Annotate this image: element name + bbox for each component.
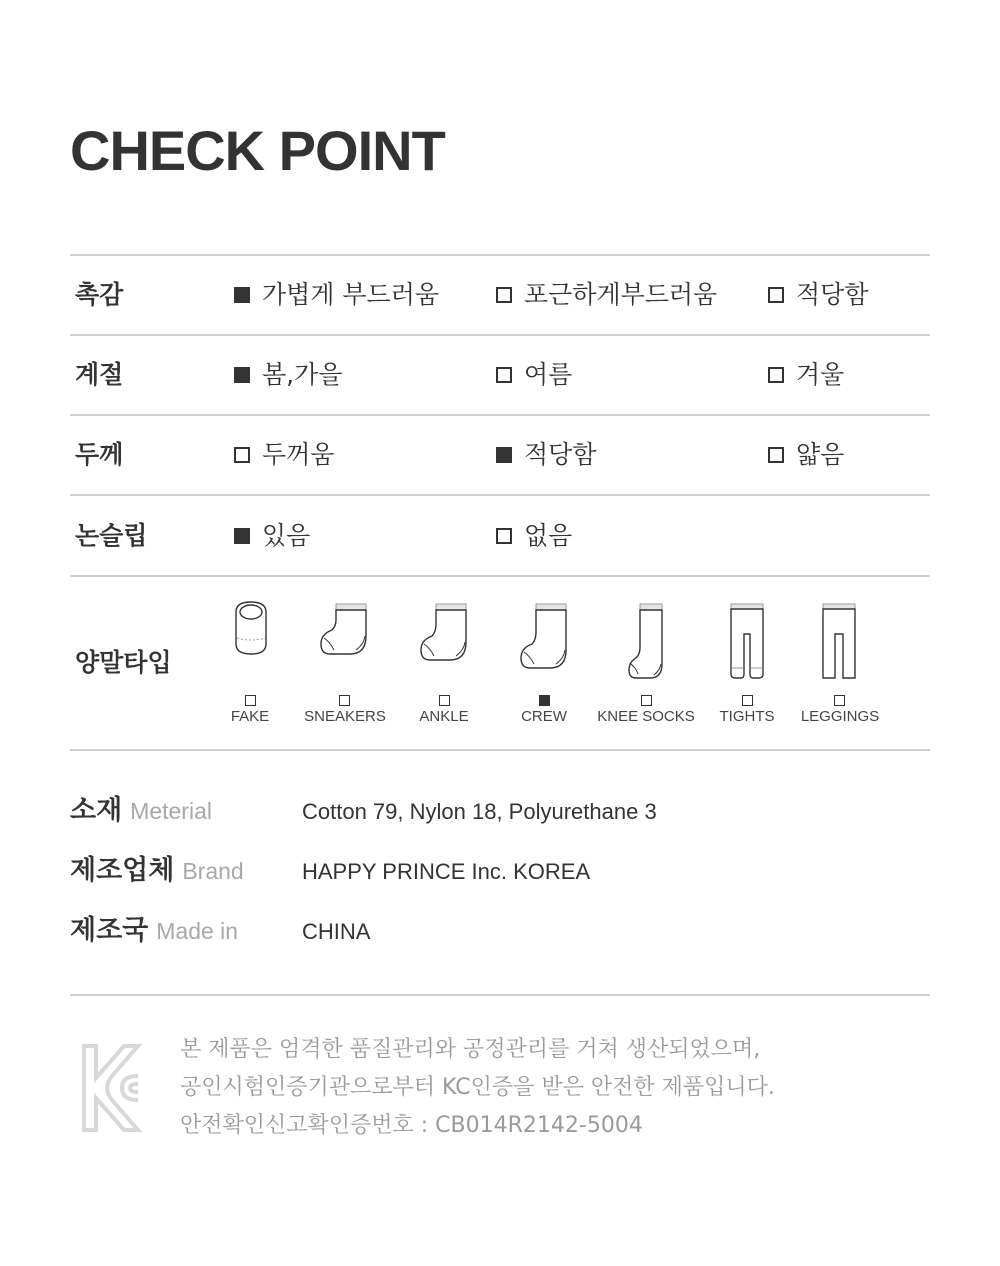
option-checkbox	[768, 360, 844, 390]
sock-checkbox	[742, 695, 753, 706]
brand-label	[70, 854, 244, 888]
divider	[70, 994, 930, 996]
option-label: 얇음	[796, 440, 845, 469]
material-label-ko: 소재	[70, 795, 123, 826]
option-checkbox	[768, 280, 868, 310]
crew-sock-icon	[518, 598, 570, 672]
sock-checkbox	[539, 695, 550, 706]
certification-notice-line: 공인시험인증기관으로부터 KC인증을 받은 안전한 제품입니다.	[180, 1075, 775, 1100]
option-label: 적당함	[796, 280, 869, 309]
option-label: 봄,가을	[262, 360, 343, 389]
option-checkbox	[496, 521, 572, 551]
option-label: 없음	[524, 521, 573, 550]
checkbox	[768, 447, 784, 463]
row-label: 두께	[75, 440, 124, 469]
option-checkbox	[234, 360, 342, 390]
kc-certification-logo	[80, 1042, 142, 1138]
option-label: 가볍게 부드러움	[262, 280, 439, 309]
sock-checkbox	[834, 695, 845, 706]
divider	[70, 494, 930, 496]
option-checkbox	[234, 280, 439, 310]
sock-checkbox	[339, 695, 350, 706]
checkbox	[234, 287, 250, 303]
sock-type-label: LEGGINGS	[800, 708, 880, 725]
sock-type-label: ANKLE	[419, 708, 469, 725]
divider	[70, 334, 930, 336]
page-title: CHECK POINT	[70, 119, 445, 182]
option-checkbox	[496, 280, 717, 310]
checkbox	[496, 367, 512, 383]
checkbox	[496, 447, 512, 463]
row-label: 촉감	[75, 280, 124, 309]
certification-number: 안전확인신고확인증번호 : CB014R2142-5004	[180, 1113, 643, 1138]
row-label: 계절	[75, 360, 124, 389]
sock-type-label: TIGHTS	[719, 708, 775, 725]
certification-notice-line: 본 제품은 엄격한 품질관리와 공정관리를 거쳐 생산되었으며,	[180, 1037, 761, 1062]
option-checkbox	[234, 440, 334, 470]
fake-sock-icon	[233, 598, 269, 658]
option-label: 겨울	[796, 360, 845, 389]
option-label: 포근하게부드러움	[524, 280, 718, 309]
origin-value: CHINA	[302, 919, 371, 944]
option-checkbox	[496, 440, 596, 470]
tights-icon	[728, 598, 766, 682]
material-value: Cotton 79, Nylon 18, Polyurethane 3	[302, 799, 657, 824]
origin-label-ko: 제조국	[70, 915, 149, 946]
checkbox	[496, 528, 512, 544]
sock-checkbox	[439, 695, 450, 706]
divider	[70, 575, 930, 577]
sneakers-sock-icon	[318, 598, 370, 658]
option-checkbox	[234, 521, 310, 551]
sock-type-label: KNEE SOCKS	[597, 708, 695, 725]
brand-label-en: Brand	[182, 858, 244, 884]
option-checkbox	[768, 440, 844, 470]
checkbox	[496, 287, 512, 303]
checkbox	[234, 447, 250, 463]
origin-label-en: Made in	[156, 918, 239, 944]
sock-checkbox	[245, 695, 256, 706]
brand-label-ko: 제조업체	[70, 855, 175, 886]
row-label: 양말타입	[75, 648, 172, 677]
checkbox	[768, 367, 784, 383]
brand-value: HAPPY PRINCE Inc. KOREA	[302, 859, 591, 884]
sock-type-label: SNEAKERS	[304, 708, 386, 725]
checkbox	[234, 367, 250, 383]
leggings-icon	[820, 598, 858, 682]
ankle-sock-icon	[418, 598, 470, 664]
option-label: 있음	[262, 521, 311, 550]
checkbox	[768, 287, 784, 303]
sock-type-label: CREW	[521, 708, 567, 725]
knee-sock-icon	[626, 598, 666, 682]
option-label: 두꺼움	[262, 440, 335, 469]
row-label: 논슬립	[75, 521, 148, 550]
material-label	[70, 794, 212, 828]
origin-label	[70, 914, 238, 948]
option-label: 적당함	[524, 440, 597, 469]
sock-checkbox	[641, 695, 652, 706]
divider	[70, 254, 930, 256]
divider	[70, 749, 930, 751]
sock-type-label: FAKE	[230, 708, 270, 725]
option-label: 여름	[524, 360, 573, 389]
material-label-en: Meterial	[130, 798, 212, 824]
divider	[70, 414, 930, 416]
checkbox	[234, 528, 250, 544]
option-checkbox	[496, 360, 572, 390]
